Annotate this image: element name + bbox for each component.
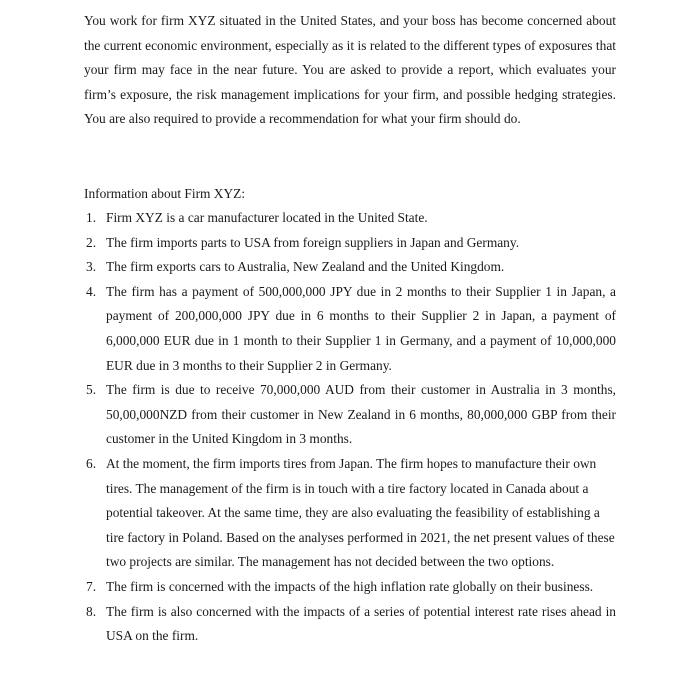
list-text: The firm is concerned with the impacts of the high inflation rate globally on their business. — [106, 578, 594, 594]
list-item — [84, 452, 616, 575]
list-number: 4. — [86, 283, 97, 299]
list-number: 1. — [86, 210, 97, 225]
intro-paragraph: You work for firm XYZ situated in the United States, and your boss has become concerned about the current economic environment, especially as it is related to the different types of exposures that your firm may face in the near future. You are asked to provide a report, which evaluates your firm’s exposure, the risk management implications for your firm, and possible hedging strategies. You are also required to provide a recommendation for what your firm should do. — [84, 13, 616, 127]
list-item — [84, 231, 616, 256]
list-item — [84, 280, 616, 378]
list-item — [84, 575, 616, 600]
info-list — [84, 206, 616, 649]
list-text: The firm imports parts to USA from foreign suppliers in Japan and Germany. — [106, 234, 520, 250]
list-text: The firm has a payment of 500,000,000 JPY due in 2 months to their Supplier 1 in Japan, a payment of 200,000,000 JPY due in 6 months to their Supplier 2 in Japan, a payment of 6,000,000 EUR due in 1 month to their Supplier 1 in Germany, and a payment of 10,000,000 EUR due in 3 months to their Supplier 2 in Germany. — [106, 283, 616, 373]
list-text: The firm exports cars to Australia, New Zealand and the United Kingdom. — [106, 259, 505, 275]
list-text: At the moment, the firm imports tires from Japan. The firm hopes to manufacture their own tires. The management of the firm is in touch with a tire factory located in Canada about a potential takeover. At the same time, they are also evaluating the feasibility of establishing a tire factory in Poland. Based on the analyses performed in 2021, the net present values of these two projects are similar. The management has not decided between the two options. — [106, 455, 615, 570]
list-item — [84, 378, 616, 452]
list-number: 3. — [86, 259, 97, 275]
list-text: Firm XYZ is a car manufacturer located in the United State. — [106, 210, 428, 225]
list-number: 2. — [86, 234, 97, 250]
info-heading: Information about Firm XYZ: — [84, 186, 246, 201]
list-item — [84, 206, 616, 231]
list-number: 8. — [86, 603, 97, 619]
list-item — [84, 600, 616, 649]
list-item — [84, 255, 616, 280]
list-number: 5. — [86, 382, 97, 398]
list-text: The firm is also concerned with the impacts of a series of potential interest rate rises ahead in USA on the firm. — [106, 603, 616, 644]
list-number: 7. — [86, 578, 97, 594]
list-number: 6. — [86, 455, 97, 471]
list-text: The firm is due to receive 70,000,000 AUD from their customer in Australia in 3 months, 50,00,000NZD from their customer in New Zealand in 6 months, 80,000,000 GBP from their customer in the United Kingdom in 3 months. — [106, 382, 616, 447]
